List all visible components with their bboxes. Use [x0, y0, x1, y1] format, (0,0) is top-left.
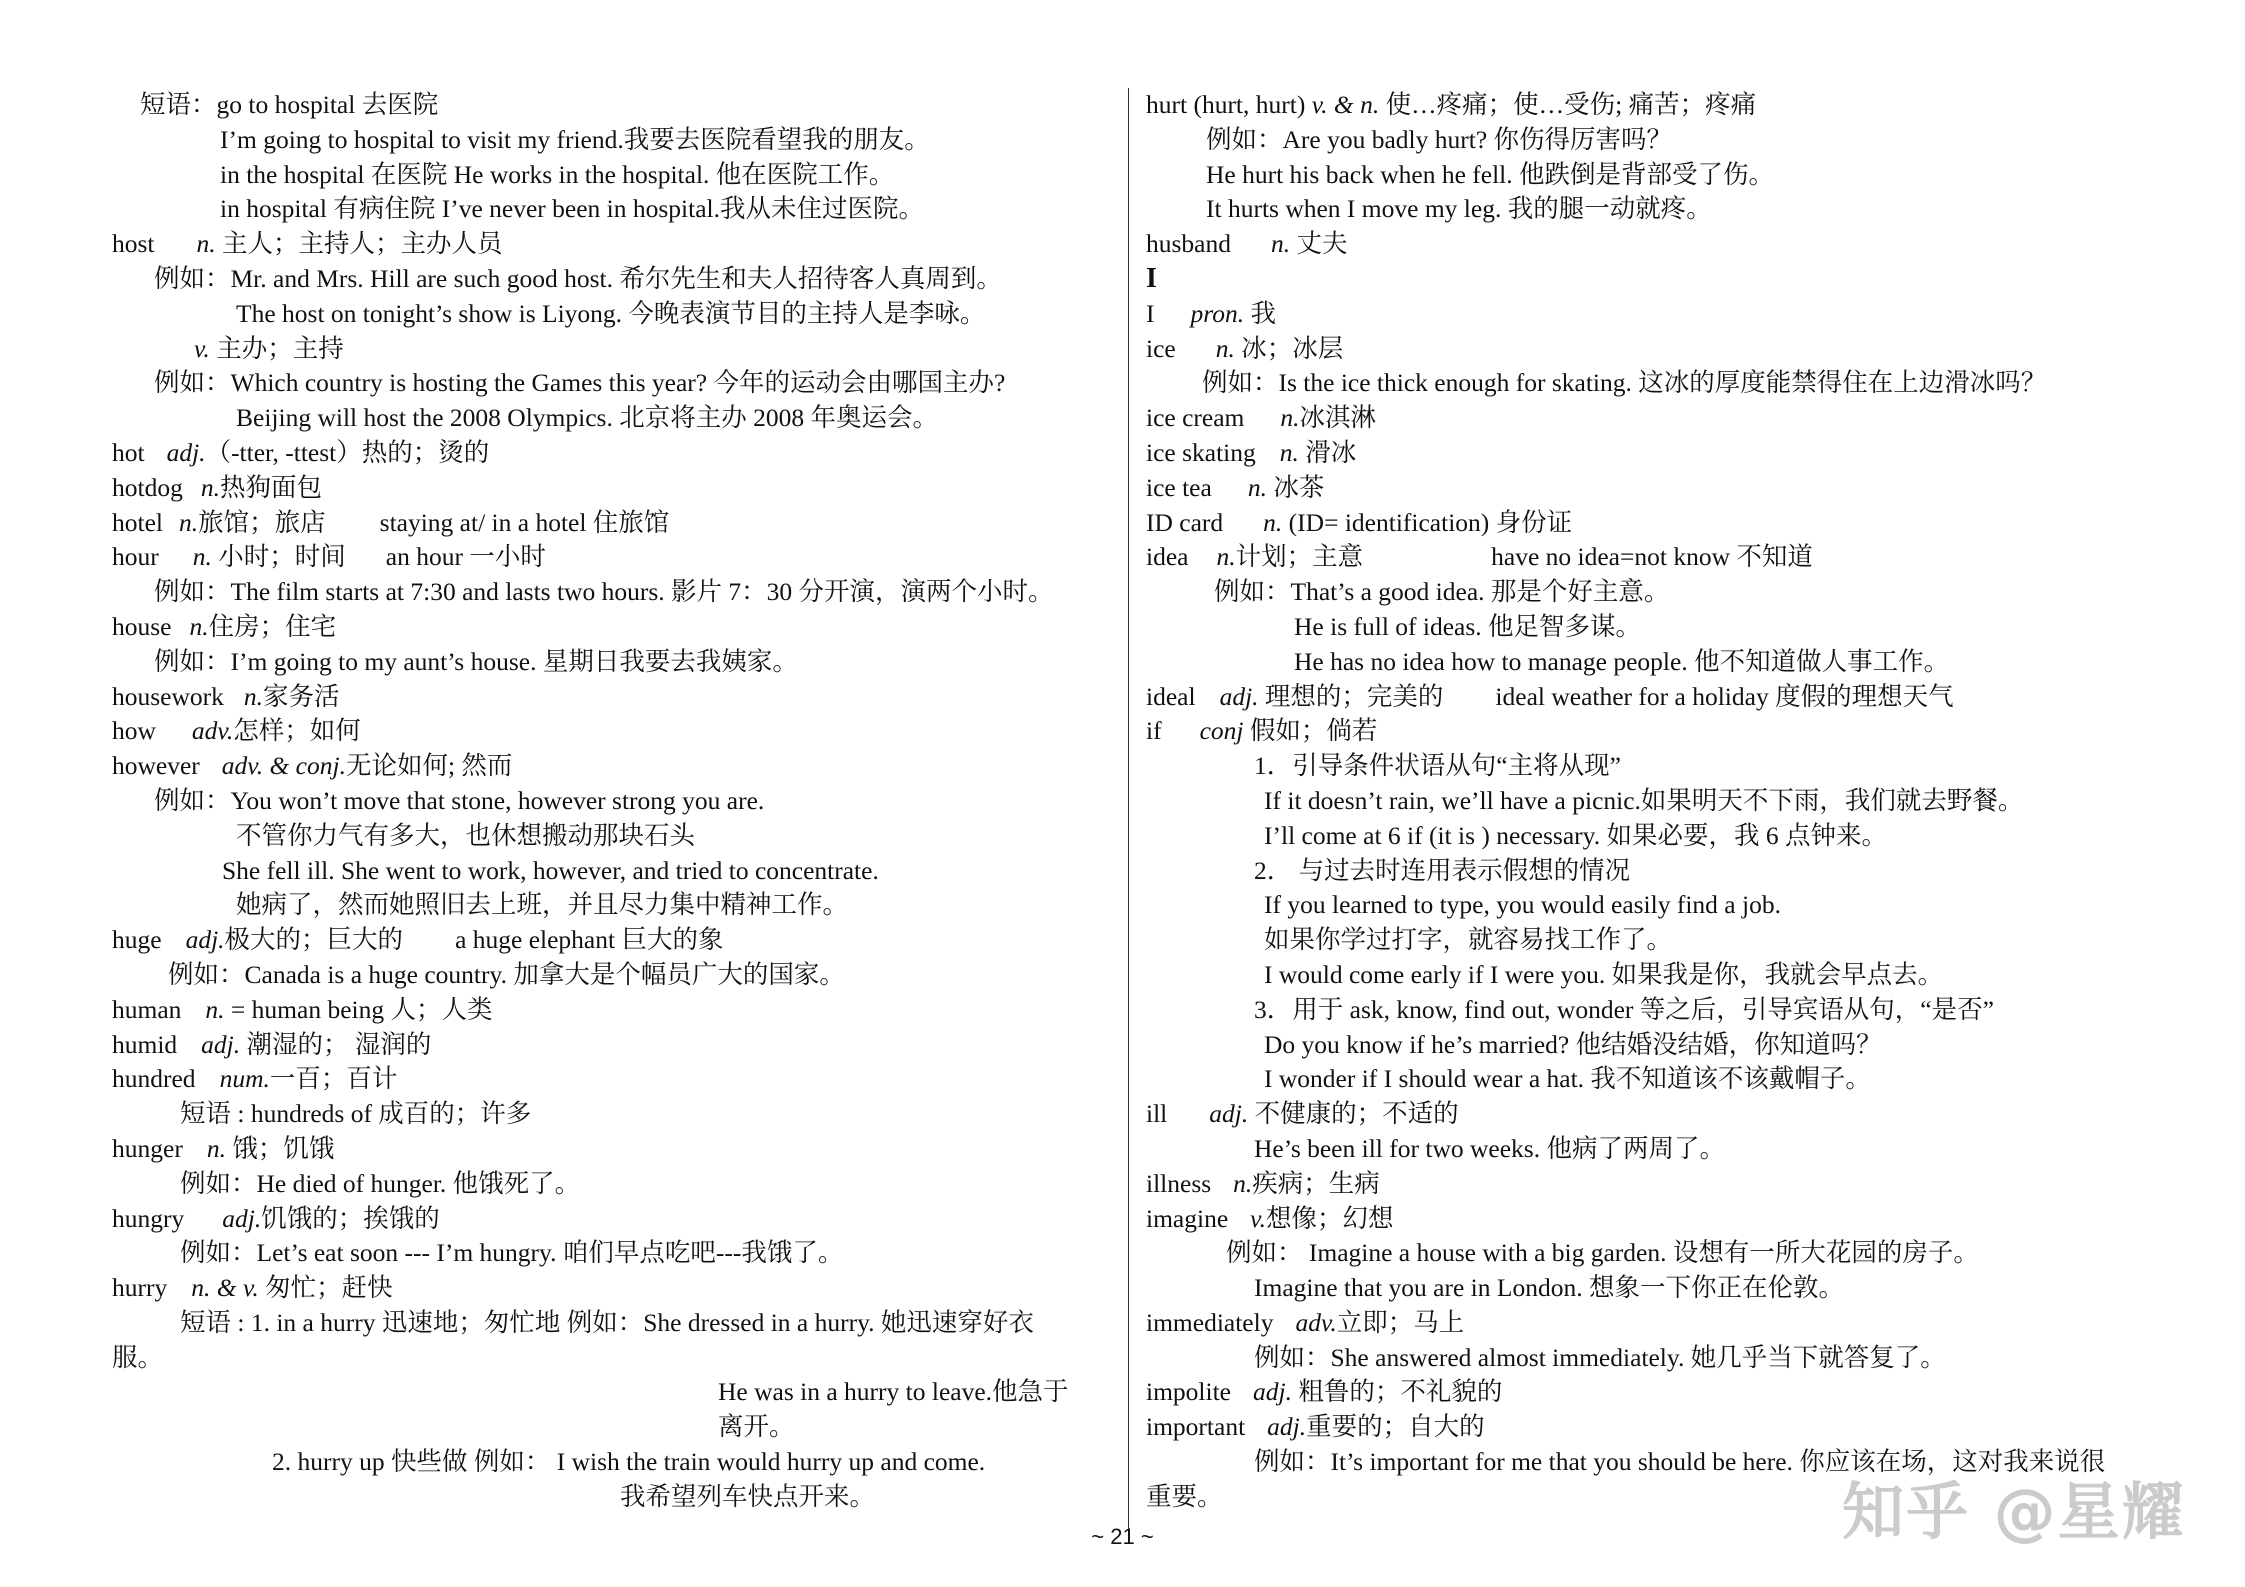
entry-line [112, 88, 1120, 123]
entry-text: illness [1146, 1168, 1212, 1198]
entry-text: 假如；倘若 [1243, 716, 1378, 746]
entry-text: 例如：Let’s eat soon --- I’m hungry. 咱们早点吃吧---我饿了。 [180, 1238, 844, 1268]
entry-line [1146, 1341, 2166, 1376]
entry-text: in the hospital 在医院 He works in the hospital. 他在医院工作。 [220, 159, 895, 189]
entry-text: （-tter, -ttest）热的；烫的 [205, 437, 490, 467]
entry-line [1146, 1306, 2166, 1341]
entry-text: 短语 : hundreds of 成百的；许多 [180, 1099, 532, 1129]
entry-text: ideal weather for a holiday 度假的理想天气 [1495, 681, 1954, 711]
entry-line [1146, 1445, 2166, 1480]
part-of-speech: n. [189, 611, 209, 641]
part-of-speech: adj. [1219, 681, 1259, 711]
entry-line [1146, 645, 2166, 680]
entry-line [112, 1167, 1120, 1202]
entry-line [1146, 1167, 2166, 1202]
entry-text: husband [1146, 229, 1231, 259]
part-of-speech: n. [243, 681, 264, 711]
entry-text: 例如：Canada is a huge country. 加拿大是个幅员广大的国家。 [168, 959, 845, 989]
entry-line [112, 192, 1120, 227]
entry-text: 例如：You won’t move that stone, however strong you are. [154, 785, 765, 815]
entry-line [1146, 680, 2166, 715]
part-of-speech: n. [179, 507, 199, 537]
entry-text: if [1146, 716, 1162, 746]
entry-line [112, 680, 1120, 715]
entry-text: 热狗面包 [219, 472, 322, 502]
entry-line [1146, 819, 2166, 854]
part-of-speech: adv. & conj. [221, 751, 346, 781]
watermark-logo: 知乎 @星耀 [1842, 1475, 2186, 1548]
part-of-speech: adj. [1209, 1099, 1249, 1129]
part-of-speech: v. [1250, 1203, 1266, 1233]
entry-text: He’s been ill for two weeks. 他病了两周了。 [1254, 1133, 1725, 1163]
entry-line [1146, 958, 2166, 993]
entry-text: idea [1146, 542, 1189, 572]
entry-text: 例如： Imagine a house with a big garden. 设想有一所大花园的房子。 [1226, 1238, 1979, 1268]
entry-text: 滑冰 [1298, 437, 1357, 467]
entry-text: important [1146, 1412, 1246, 1442]
entry-text: hour [112, 542, 159, 572]
part-of-speech: adj. [1253, 1377, 1292, 1407]
entry-text: hotel [112, 507, 163, 537]
entry-line [1146, 1028, 2166, 1063]
entry-text: hotdog [112, 472, 183, 502]
entry-text: impolite [1146, 1377, 1231, 1407]
part-of-speech: adv. [191, 716, 234, 746]
entry-text: 离开。 [718, 1412, 795, 1442]
entry-line [1146, 1271, 2166, 1306]
part-of-speech: adj. [222, 1203, 262, 1233]
entry-line [1146, 575, 2166, 610]
entry-text: 主办；主持 [209, 333, 344, 363]
entry-line [112, 262, 1120, 297]
entry-text: It hurts when I move my leg. 我的腿一动就疼。 [1206, 194, 1712, 224]
entry-line [1146, 714, 2166, 749]
entry-line [1146, 123, 2166, 158]
left-column [112, 88, 1120, 1515]
entry-text: hundred [112, 1064, 196, 1094]
entry-text: 例如：She answered almost immediately. 她几乎当下就答复了。 [1254, 1342, 1946, 1372]
entry-line [1146, 888, 2166, 923]
entry-text: 无论如何; 然而 [345, 751, 513, 781]
entry-line [112, 436, 1120, 471]
entry-text: 一百；百计 [269, 1064, 398, 1094]
entry-line [112, 993, 1120, 1028]
entry-text: human [112, 994, 182, 1024]
entry-text: 如果你学过打字，就容易找工作了。 [1264, 925, 1673, 955]
entry-text: 丈夫 [1290, 229, 1348, 259]
entry-text: He has no idea how to manage people. 他不知道做人事工作。 [1294, 646, 1950, 676]
entry-line [1146, 1202, 2166, 1237]
entry-text: humid [112, 1029, 178, 1059]
part-of-speech: n. [200, 472, 220, 502]
entry-text: 怎样；如何 [233, 716, 361, 746]
entry-line [1146, 401, 2166, 436]
entry-text: Imagine that you are in London. 想象一下你正在伦敦。 [1254, 1273, 1844, 1303]
entry-text: He was in a hurry to leave.他急于 [718, 1377, 1069, 1407]
entry-line [1146, 436, 2166, 471]
part-of-speech: n. [205, 994, 225, 1024]
entry-line [1146, 1375, 2166, 1410]
entry-text: 例如：Are you badly hurt? 你伤得厉害吗？ [1206, 124, 1673, 154]
part-of-speech: n. [1279, 437, 1299, 467]
entry-text: 计划；主意 [1235, 542, 1364, 572]
entry-text: have no idea=not know 不知道 [1491, 542, 1813, 572]
entry-line [1146, 854, 2166, 889]
entry-text: house [112, 611, 172, 641]
entry-text: Do you know if he’s married? 他结婚没结婚，你知道吗？ [1264, 1029, 1882, 1059]
entry-line [112, 540, 1120, 575]
entry-text: ill [1146, 1099, 1168, 1129]
entry-line [112, 123, 1120, 158]
entry-text: ice skating [1146, 437, 1256, 467]
part-of-speech: n. [1215, 333, 1235, 363]
part-of-speech: n. [1216, 542, 1236, 572]
entry-text: 冰淇淋 [1299, 403, 1377, 433]
entry-text: ice [1146, 333, 1176, 363]
right-column [1146, 88, 2166, 1515]
entry-text: ice tea [1146, 472, 1212, 502]
entry-text: ice cream [1146, 403, 1245, 433]
entry-text: I would come early if I were you. 如果我是你，我就会早点去。 [1264, 959, 1944, 989]
part-of-speech: n. [206, 1133, 226, 1163]
entry-text: 2. hurry up 快些做 例如： I wish the train would hurry up and come. [272, 1447, 986, 1477]
entry-text: 例如：Is the ice thick enough for skating. 这冰的厚度能禁得住在上边滑冰吗？ [1202, 368, 2047, 398]
entry-text: staying at/ in a hotel 住旅馆 [379, 507, 670, 537]
entry-text: 住房；住宅 [208, 611, 337, 641]
entry-text: huge [112, 925, 162, 955]
entry-text: 主人；主持人；主办人员 [215, 229, 503, 259]
entry-line [112, 714, 1120, 749]
entry-line [112, 1132, 1120, 1167]
entry-text: 潮湿的； 湿润的 [240, 1029, 432, 1059]
entry-text: 疾病；生病 [1252, 1168, 1380, 1198]
entry-line [112, 297, 1120, 332]
entry-line [112, 506, 1120, 541]
part-of-speech: n. [1233, 1168, 1253, 1198]
entry-text: If you learned to type, you would easily find a job. [1264, 890, 1781, 920]
entry-line [112, 1028, 1120, 1063]
entry-text: I’m going to hospital to visit my friend.我要去医院看望我的朋友。 [220, 124, 930, 154]
entry-text: 例如：I’m going to my aunt’s house. 星期日我要去我姨家。 [154, 646, 798, 676]
part-of-speech: v. & n. [1311, 90, 1380, 119]
entry-line [112, 1480, 1120, 1515]
entry-text: 旅馆；旅店 [198, 507, 326, 537]
part-of-speech: adv. [1295, 1307, 1337, 1337]
entry-line [112, 1341, 1120, 1376]
entry-line [112, 1202, 1120, 1237]
part-of-speech: adj. [201, 1029, 241, 1059]
entry-line [1146, 1410, 2166, 1445]
entry-line [1146, 366, 2166, 401]
entry-text: 冰茶 [1266, 472, 1325, 502]
part-of-speech: v. [194, 333, 210, 363]
entry-text: immediately [1146, 1307, 1274, 1337]
entry-line [1146, 506, 2166, 541]
entry-text: I [1146, 298, 1155, 328]
entry-line [1146, 227, 2166, 262]
entry-line [1146, 784, 2166, 819]
part-of-speech: n. [192, 542, 212, 572]
entry-text: Beijing will host the 2008 Olympics. 北京将主办 2008 年奥运会。 [236, 403, 938, 433]
entry-line [112, 332, 1120, 367]
entry-line [1146, 1097, 2166, 1132]
entry-text: 例如：The film starts at 7:30 and lasts two hours. 影片 7：30 分开演，演两个小时。 [154, 577, 1054, 607]
part-of-speech: n. [196, 229, 216, 259]
entry-text: 3．用于 ask, know, find out, wonder 等之后，引导宾语从句，“是否” [1254, 994, 1994, 1024]
entry-text: 例如：Mr. and Mrs. Hill are such good host. 希尔先生和夫人招待客人真周到。 [154, 263, 1002, 293]
entry-line [1146, 1236, 2166, 1271]
entry-line [1146, 297, 2166, 332]
entry-text: 重要。 [1146, 1481, 1223, 1511]
entry-text: 重要的；自大的 [1306, 1412, 1485, 1442]
entry-line [112, 1236, 1120, 1271]
entry-line [112, 1271, 1120, 1306]
entry-line [1146, 1062, 2166, 1097]
entry-line [1146, 192, 2166, 227]
entry-text: She fell ill. She went to work, however, and tried to concentrate. [222, 855, 879, 885]
entry-text: 小时；时间 [211, 542, 346, 572]
entry-text: 不健康的；不适的 [1248, 1099, 1459, 1129]
entry-line [112, 1410, 1120, 1445]
entry-line [112, 1445, 1120, 1480]
entry-text: 理想的；完美的 [1258, 681, 1444, 711]
entry-text: hurry [112, 1273, 168, 1303]
entry-line [112, 401, 1120, 436]
part-of-speech: conj [1199, 716, 1244, 746]
entry-line [112, 958, 1120, 993]
entry-line [112, 854, 1120, 889]
entry-text: If it doesn’t rain, we’ll have a picnic.如果明天不下雨，我们就去野餐。 [1264, 785, 2024, 815]
entry-text: 我希望列车快点开来。 [620, 1481, 876, 1511]
entry-text: 粗鲁的；不礼貌的 [1291, 1377, 1503, 1407]
entry-line [112, 610, 1120, 645]
entry-text: a huge elephant 巨大的象 [455, 925, 724, 955]
entry-line [112, 819, 1120, 854]
entry-text: 匆忙；赶快 [258, 1273, 393, 1303]
entry-line [112, 784, 1120, 819]
entry-text: 家务活 [263, 681, 340, 711]
entry-line [112, 1097, 1120, 1132]
part-of-speech: adj. [166, 437, 206, 467]
entry-line [112, 888, 1120, 923]
entry-line [1146, 471, 2166, 506]
entry-line [1146, 540, 2166, 575]
entry-text: He is full of ideas. 他足智多谋。 [1294, 611, 1642, 641]
entry-line [1146, 610, 2166, 645]
part-of-speech: n. [1263, 507, 1283, 537]
entry-text: I wonder if I should wear a hat. 我不知道该不该戴帽子。 [1264, 1064, 1871, 1094]
part-of-speech: pron. [1190, 298, 1245, 328]
entry-text: 服。 [112, 1342, 164, 1372]
entry-line [112, 227, 1120, 262]
entry-text: He hurt his back when he fell. 他跌倒是背部受了伤。 [1206, 159, 1774, 189]
entry-text: 例如：It’s important for me that you should be here. 你应该在场，这对我来说很 [1254, 1447, 2106, 1477]
entry-text: 饿；饥饿 [225, 1133, 335, 1163]
entry-text: 不管你力气有多大，也休想搬动那块石头 [236, 820, 696, 850]
entry-text: how [112, 716, 156, 746]
entry-text: 我 [1244, 298, 1276, 328]
section-letter: I [1146, 262, 1157, 294]
entry-text: = human being 人；人类 [224, 994, 493, 1024]
entry-text: an hour 一小时 [385, 542, 546, 572]
entry-text: 2． 与过去时连用表示假想的情况 [1254, 855, 1631, 885]
entry-text: housework [112, 681, 224, 711]
entry-text: (ID= identification) 身份证 [1282, 507, 1573, 537]
entry-line [1146, 923, 2166, 958]
entry-line [1146, 1132, 2166, 1167]
entry-text: 使…疼痛；使…受伤; 痛苦；疼痛 [1379, 90, 1757, 119]
column-divider [1128, 88, 1129, 1540]
entry-text: ideal [1146, 681, 1196, 711]
part-of-speech: num. [219, 1064, 270, 1094]
entry-text: The host on tonight’s show is Liyong. 今晚表演节目的主持人是李咏。 [236, 298, 986, 328]
entry-line [112, 575, 1120, 610]
entry-text: hungry [112, 1203, 185, 1233]
entry-line [112, 471, 1120, 506]
part-of-speech: n. [1247, 472, 1267, 502]
part-of-speech: adj. [1267, 1412, 1307, 1442]
entry-line [1146, 158, 2166, 193]
part-of-speech: n. [1280, 403, 1300, 433]
entry-text: in hospital 有病住院 I’ve never been in hospital.我从未住过医院。 [220, 194, 924, 224]
entry-text: however [112, 751, 200, 781]
entry-text: 想像；幻想 [1265, 1203, 1394, 1233]
part-of-speech: n. & v. [191, 1273, 259, 1303]
entry-line [112, 366, 1120, 401]
entry-text: I’ll come at 6 if (it is ) necessary. 如果必要，我 6 点钟来。 [1264, 820, 1887, 850]
entry-text: 例如：That’s a good idea. 那是个好主意。 [1214, 577, 1670, 607]
entry-line [1146, 262, 2166, 297]
entry-line [1146, 993, 2166, 1028]
entry-text: 1．引导条件状语从句“主将从现” [1254, 751, 1621, 781]
entry-line [112, 1375, 1120, 1410]
entry-text: host [112, 229, 155, 259]
part-of-speech: n. [1271, 229, 1291, 259]
entry-text: hurt (hurt, hurt) [1146, 90, 1312, 119]
entry-text: ID card [1146, 507, 1224, 537]
entry-text: imagine [1146, 1203, 1229, 1233]
entry-line [112, 645, 1120, 680]
entry-text: 立即；马上 [1336, 1307, 1465, 1337]
entry-line [1146, 88, 2166, 123]
entry-line [1146, 749, 2166, 784]
entry-text: 冰；冰层 [1234, 333, 1344, 363]
entry-line [112, 923, 1120, 958]
entry-line [112, 158, 1120, 193]
entry-line [1146, 332, 2166, 367]
entry-text: hunger [112, 1133, 183, 1163]
entry-text: hot [112, 437, 145, 467]
entry-text: 例如：He died of hunger. 他饿死了。 [180, 1168, 581, 1198]
entry-text: 短语：go to hospital 去医院 [140, 90, 439, 119]
entry-text: 例如：Which country is hosting the Games this year? 今年的运动会由哪国主办? [154, 368, 1006, 398]
entry-line [112, 1062, 1120, 1097]
entry-text: 极大的；巨大的 [224, 925, 404, 955]
entry-text: 短语 : 1. in a hurry 迅速地；匆忙地 例如：She dressed in a hurry. 她迅速穿好衣 [180, 1307, 1034, 1337]
part-of-speech: adj. [185, 925, 225, 955]
entry-line [1146, 1480, 2166, 1515]
page-number: ~ 21 ~ [1091, 1524, 1154, 1549]
entry-text: 她病了，然而她照旧去上班，并且尽力集中精神工作。 [236, 890, 849, 920]
entry-line [112, 1306, 1120, 1341]
entry-line [112, 749, 1120, 784]
entry-text: 饥饿的；挨饿的 [261, 1203, 440, 1233]
